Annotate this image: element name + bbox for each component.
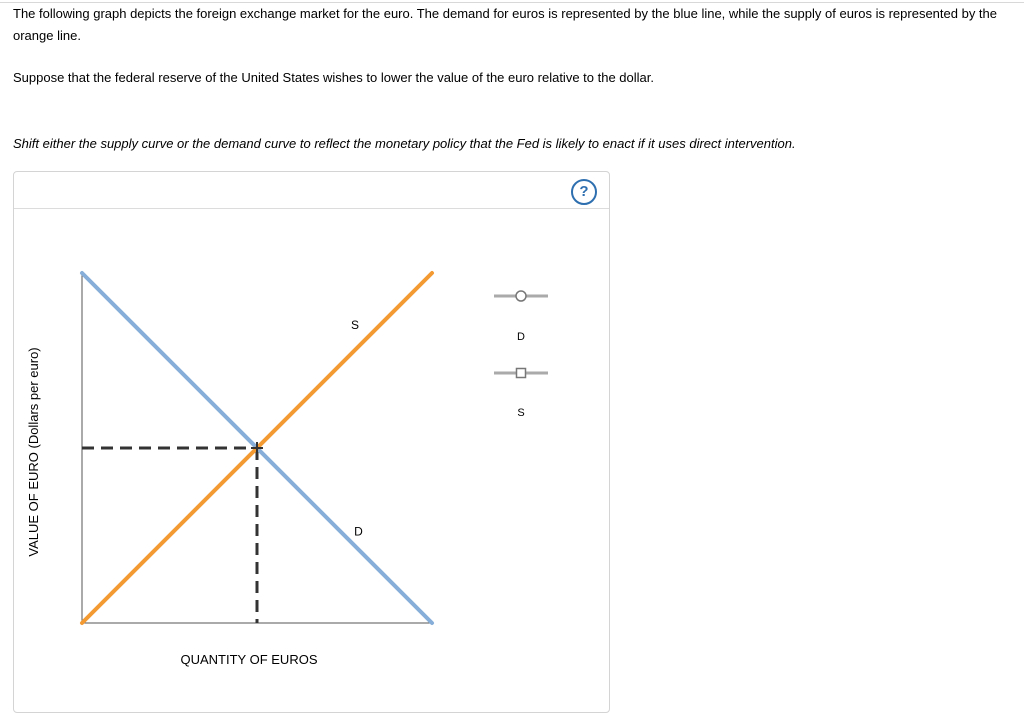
demand-curve-label: D bbox=[354, 524, 363, 539]
square-handle-icon[interactable] bbox=[517, 369, 526, 378]
scenario-text: Suppose that the federal reserve of the United States wishes to lower the value of the euro relative to the dollar. bbox=[13, 70, 654, 85]
y-axis-label: VALUE OF EURO (Dollars per euro) bbox=[26, 347, 41, 557]
x-axis-label: QUANTITY OF EUROS bbox=[180, 652, 318, 667]
question-circle-icon[interactable]: ? bbox=[571, 179, 597, 205]
intro-text: The following graph depicts the foreign exchange market for the euro. The demand for euros is represented by the blue line, while the supply of euros is represented by the orange line. bbox=[13, 6, 998, 43]
circle-handle-icon[interactable] bbox=[516, 291, 526, 301]
instruction-text: Shift either the supply curve or the demand curve to reflect the monetary policy that the Fed is likely to enact if it uses direct intervention. bbox=[13, 136, 796, 151]
demand-tool[interactable] bbox=[494, 291, 548, 343]
supply-curve-label: S bbox=[350, 318, 360, 332]
supply-tool[interactable] bbox=[494, 369, 548, 420]
demand-tool-label: D bbox=[517, 331, 525, 343]
supply-tool-label: S bbox=[517, 407, 525, 419]
